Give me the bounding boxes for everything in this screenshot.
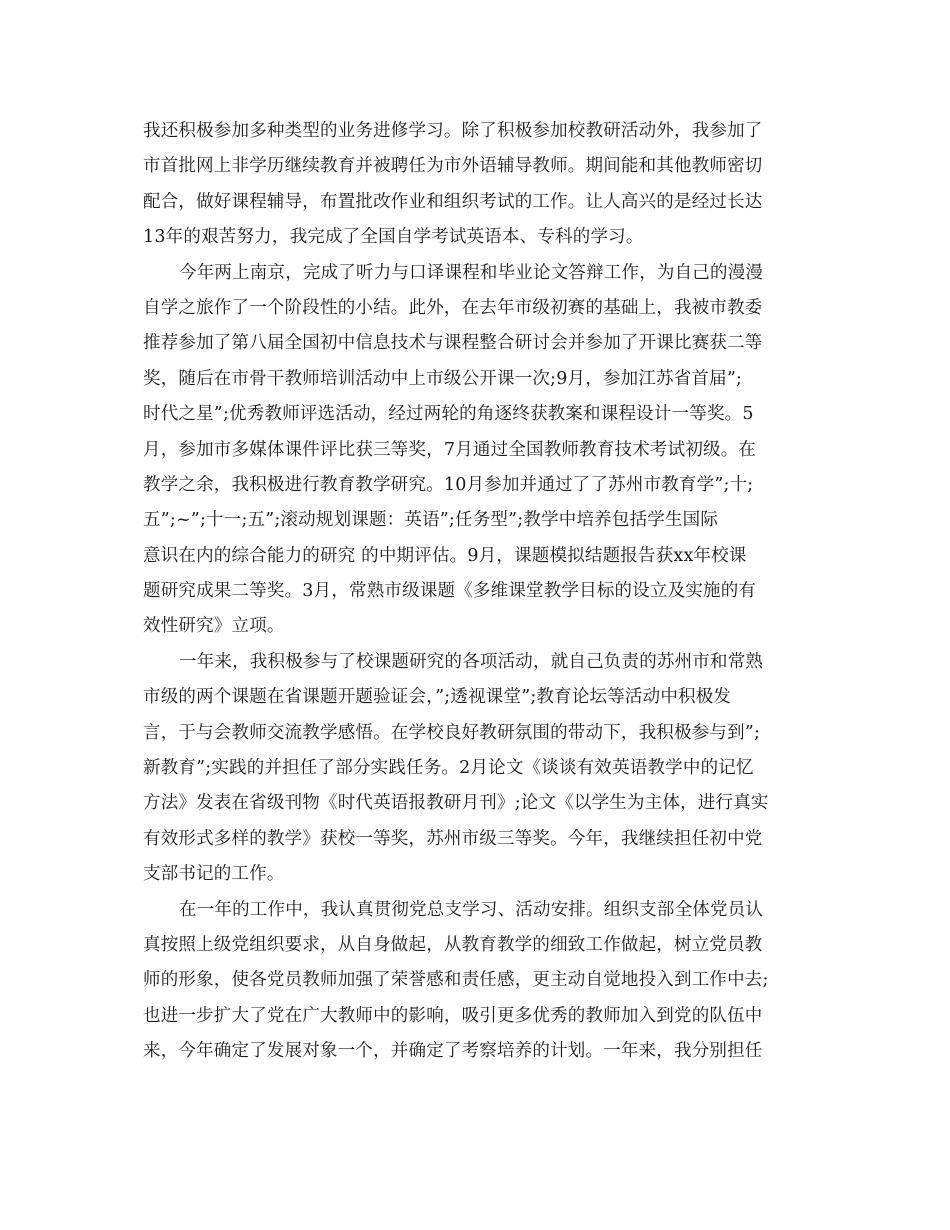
paragraph-1: [143, 114, 811, 256]
text-line: 五”;~”;十一;五”;滚动规划课题：英语”;任务型”;教学中培养包括学生国际: [143, 510, 719, 531]
text-line: 题研究成果二等奖。3月，常熟市级课题《多维课堂教学目标的设立及实施的有: [143, 581, 757, 602]
text-line: 市级的两个课题在省课题开题验证会，”;透视课堂”;教育论坛等活动中积极发: [143, 687, 732, 708]
text-line: 推荐参加了第八届全国初中信息技术与课程整合研讨会并参加了开课比赛获二等: [143, 333, 763, 354]
text-line: 来，今年确定了发展对象一个，并确定了考察培养的计划。一年来，我分别担任: [143, 1041, 763, 1062]
text-line: 也进一步扩大了党在广大教师中的影响，吸引更多优秀的教师加入到党的队伍中: [143, 1005, 763, 1026]
text-line: 言，于与会教师交流教学感悟。在学校良好教研氛围的带动下，我积极参与到”;: [143, 722, 761, 743]
text-line: 月，参加市多媒体课件评比获三等奖，7月通过全国教师教育技术考试初级。在: [143, 439, 757, 460]
text-line: 一年来，我积极参与了校课题研究的各项活动，就自己负责的苏州市和常熟: [179, 651, 764, 672]
text-line: 今年两上南京，完成了听力与口译课程和毕业论文答辩工作，为自己的漫漫: [179, 262, 764, 283]
paragraph-2: [143, 256, 811, 645]
text-line: 支部书记的工作。: [143, 864, 285, 885]
text-line: 方法》发表在省级刊物《时代英语报教研月刊》;论文《以学生为主体，进行真实: [143, 793, 769, 814]
text-line: 13年的艰苦努力，我完成了全国自学考试英语本、专科的学习。: [143, 227, 644, 248]
text-line: 奖，随后在市骨干教师培训活动中上市级公开课一次;9月，参加江苏省首届”;: [143, 368, 743, 389]
text-line: 市首批网上非学历继续教育并被聘任为市外语辅导教师。期间能和其他教师密切: [143, 156, 763, 177]
text-line: 教学之余，我积极进行教育教学研究。10月参加并通过了了苏州市教育学”;十;: [143, 474, 754, 495]
text-line: 真按照上级党组织要求，从自身做起，从教育教学的细致工作做起，树立党员教: [143, 934, 763, 955]
text-line: 自学之旅作了一个阶段性的小结。此外，在去年市级初赛的基础上，我被市教委: [143, 297, 763, 318]
text-line: 在一年的工作中，我认真贯彻党总支学习、活动安排。组织支部全体党员认: [179, 899, 764, 920]
text-line: 我还积极参加多种类型的业务进修学习。除了积极参加校教研活动外，我参加了: [143, 121, 763, 141]
text-line: 新教育”;实践的并担任了部分实践任务。2月论文《谈谈有效英语教学中的记忆: [143, 758, 754, 779]
text-line: 有效形式多样的教学》获校一等奖，苏州市级三等奖。今年，我继续担任初中党: [143, 828, 763, 849]
text-line: 效性研究》立项。: [143, 616, 285, 637]
paragraph-3: [143, 645, 811, 893]
text-line: 意识在内的综合能力的研究 的中期评估。9月，课题模拟结题报告获xx年校课: [143, 545, 747, 566]
paragraph-4: [143, 893, 811, 1070]
text-line: 师的形象，使各党员教师加强了荣誉感和责任感，更主动自觉地投入到工作中去;: [143, 970, 769, 991]
text-line: 配合，做好课程辅导，布置批改作业和组织考试的工作。让人高兴的是经过长达: [143, 191, 763, 212]
document-body: [143, 114, 811, 1070]
text-line: 时代之星”;优秀教师评选活动，经过两轮的角逐终获教案和课程设计一等奖。5: [143, 404, 754, 425]
